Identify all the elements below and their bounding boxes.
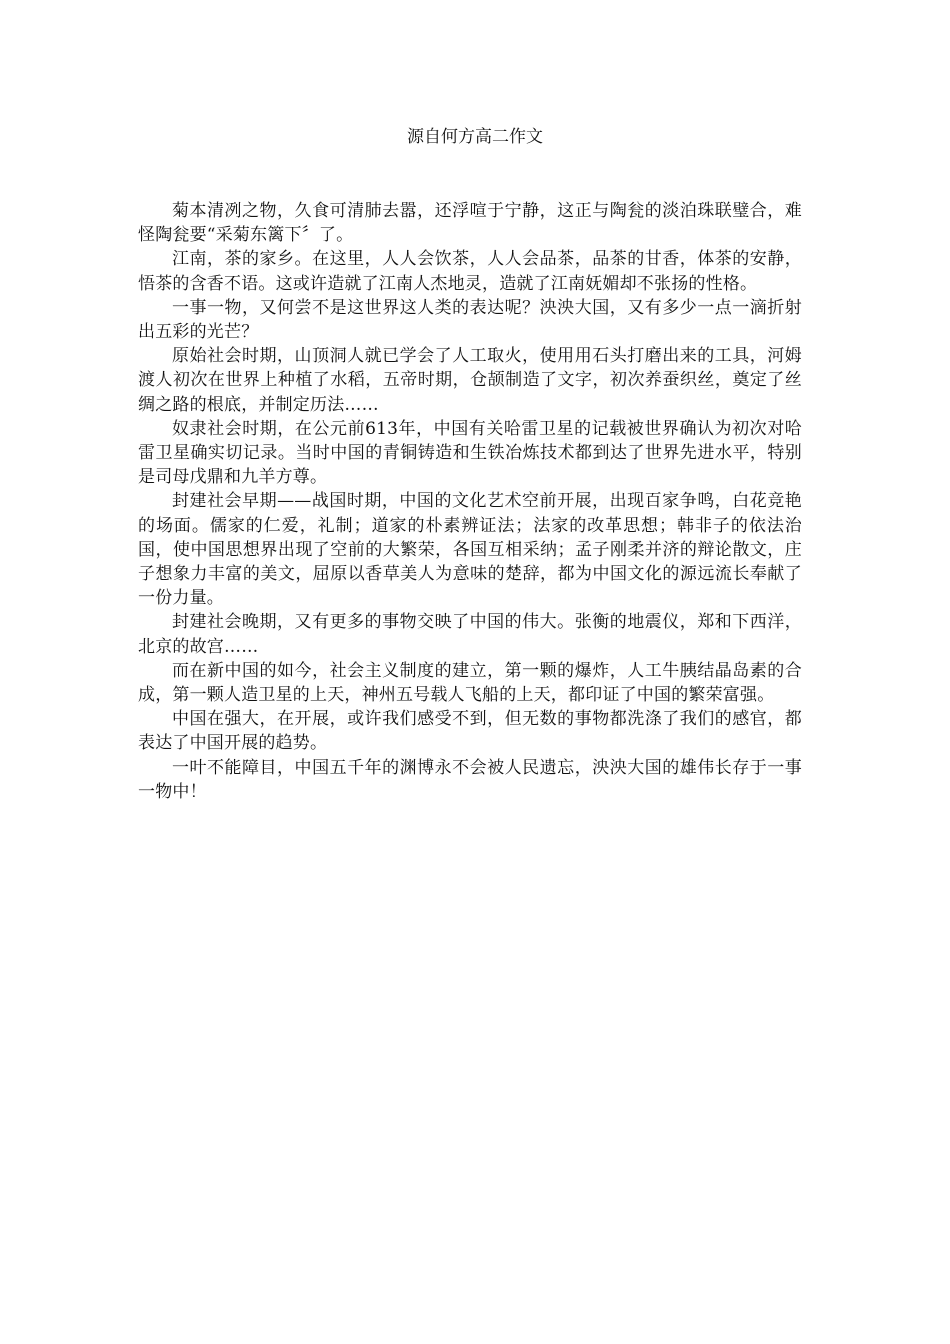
paragraph-4: 原始社会时期，山顶洞人就已学会了人工取火，使用用石头打磨出来的工具，河姆渡人初次在世界上种植了水稻，五帝时期，仓颉制造了文字，初次养蚕织丝，奠定了丝绸之路的根底，并制定历法……	[138, 346, 802, 415]
paragraph-6: 封建社会早期——战国时期，中国的文化艺术空前开展，出现百家争鸣，白花竞艳的场面。儒家的仁爱，礼制；道家的朴素辨证法；法家的改革思想；韩非子的依法治国，使中国思想界出现了空前的大繁荣，各国互相采纳；孟子刚柔并济的辩论散文，庄子想象力丰富的美文，屈原以香草美人为意味的楚辞，都为中国文化的源远流长奉献了一份力量。	[138, 491, 802, 609]
paragraph-5: 奴隶社会时期，在公元前613年，中国有关哈雷卫星的记载被世界确认为初次对哈雷卫星确实切记录。当时中国的青铜铸造和生铁冶炼技术都到达了世界先进水平，特别是司母戊鼎和九羊方尊。	[138, 418, 802, 488]
document-body	[138, 199, 802, 804]
paragraph-1: 菊本清冽之物，久食可清肺去嚣，还浮喧于宁静，这正与陶瓮的淡泊珠联璧合，难怪陶瓮要“采菊东篱下〞了。	[138, 201, 802, 246]
paragraph-3: 一事一物，又何尝不是这世界这人类的表达呢？泱泱大国，又有多少一点一滴折射出五彩的光芒？	[138, 297, 802, 343]
paragraph-8: 而在新中国的如今，社会主义制度的建立，第一颗的爆炸，人工牛胰结晶岛素的合成，第一颗人造卫星的上天，神州五号载人飞船的上天，都印证了中国的繁荣富强。	[138, 660, 802, 706]
paragraph-2: 江南，茶的家乡。在这里，人人会饮茶，人人会品茶，品茶的甘香，体茶的安静，悟茶的含香不语。这或许造就了江南人杰地灵，造就了江南妩媚却不张扬的性格。	[138, 249, 802, 294]
paragraph-7: 封建社会晚期，又有更多的事物交映了中国的伟大。张衡的地震仪，郑和下西洋，北京的故宫……	[138, 612, 802, 657]
document-title: 源自何方高二作文	[407, 127, 543, 147]
paragraph-9: 中国在强大，在开展，或许我们感受不到，但无数的事物都洗涤了我们的感官，都表达了中国开展的趋势。	[138, 709, 802, 754]
paragraph-10: 一叶不能障目，中国五千年的渊博永不会被人民遗忘，泱泱大国的雄伟长存于一事一物中！	[138, 757, 802, 802]
